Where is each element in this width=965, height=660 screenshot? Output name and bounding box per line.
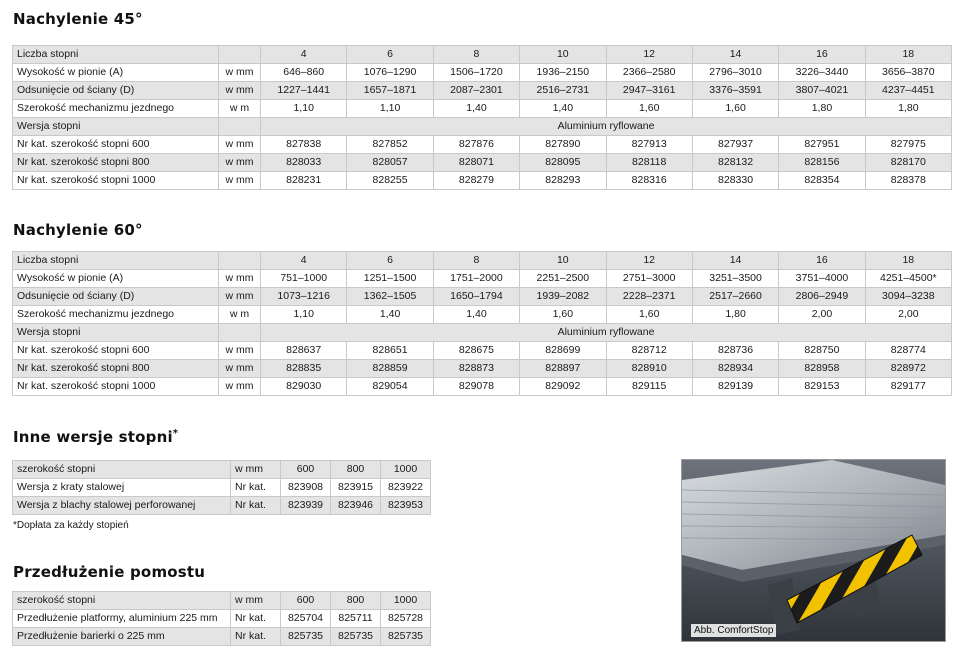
table-cell: 827937 <box>692 136 778 154</box>
row-unit: Nr kat. <box>231 610 281 628</box>
table-cell: 751–1000 <box>261 270 347 288</box>
table-cell: 828934 <box>692 360 778 378</box>
row-unit <box>219 324 261 342</box>
table-cell: 828750 <box>779 342 865 360</box>
table-cell: 1,80 <box>865 100 951 118</box>
table-cell: 16 <box>779 46 865 64</box>
row-label: Nr kat. szerokość stopni 600 <box>13 136 219 154</box>
row-unit: Nr kat. <box>231 497 281 515</box>
row-label: Liczba stopni <box>13 252 219 270</box>
table-row <box>13 100 952 118</box>
table-cell: 828279 <box>433 172 519 190</box>
table-cell: 827890 <box>520 136 606 154</box>
table-cell: 2796–3010 <box>692 64 778 82</box>
row-label: Odsunięcie od ściany (D) <box>13 288 219 306</box>
table-cell: 16 <box>779 252 865 270</box>
row-label: Wersja stopni <box>13 324 219 342</box>
table-cell: 825735 <box>331 628 381 646</box>
table-cell: 4 <box>261 252 347 270</box>
table-cell: 828330 <box>692 172 778 190</box>
table-cell: 828897 <box>520 360 606 378</box>
row-label: Nr kat. szerokość stopni 1000 <box>13 172 219 190</box>
table-cell: 828873 <box>433 360 519 378</box>
spec-table-inne <box>12 460 431 515</box>
table-cell: 2947–3161 <box>606 82 692 100</box>
table-cell: 3751–4000 <box>779 270 865 288</box>
table-row <box>13 628 431 646</box>
row-label: Wersja z kraty stalowej <box>13 479 231 497</box>
table-cell: 4251–4500* <box>865 270 951 288</box>
section-title-inne-mark: * <box>172 428 179 439</box>
table-cell: 600 <box>281 461 331 479</box>
table-cell: 2,00 <box>865 306 951 324</box>
table-cell: 1,60 <box>606 100 692 118</box>
table-cell: 1227–1441 <box>261 82 347 100</box>
table-cell: 1,80 <box>779 100 865 118</box>
table-row <box>13 497 431 515</box>
row-label: Nr kat. szerokość stopni 800 <box>13 154 219 172</box>
table-cell: 828354 <box>779 172 865 190</box>
table-cell: 1000 <box>381 592 431 610</box>
table-row <box>13 479 431 497</box>
row-unit: w m <box>219 100 261 118</box>
comfortstop-illustration <box>682 460 945 641</box>
table-cell: 646–860 <box>261 64 347 82</box>
table-row <box>13 154 952 172</box>
table-cell: 823946 <box>331 497 381 515</box>
table-row <box>13 270 952 288</box>
row-label: Przedłużenie barierki o 225 mm <box>13 628 231 646</box>
table-cell: 2087–2301 <box>433 82 519 100</box>
table-cell: 828958 <box>779 360 865 378</box>
table-cell: 828774 <box>865 342 951 360</box>
row-unit: w mm <box>219 378 261 396</box>
table-cell: 1,40 <box>433 306 519 324</box>
table-cell: 14 <box>692 46 778 64</box>
row-label: Wysokość w pionie (A) <box>13 270 219 288</box>
table-cell: 1,60 <box>692 100 778 118</box>
table-row <box>13 610 431 628</box>
row-unit: Nr kat. <box>231 628 281 646</box>
table-cell: 828859 <box>347 360 433 378</box>
table-cell: 828033 <box>261 154 347 172</box>
row-unit: w mm <box>219 288 261 306</box>
row-label: Przedłużenie platformy, aluminium 225 mm <box>13 610 231 628</box>
table-cell: 829177 <box>865 378 951 396</box>
row-label: Odsunięcie od ściany (D) <box>13 82 219 100</box>
table-cell: 828712 <box>606 342 692 360</box>
row-unit: w mm <box>219 82 261 100</box>
table-cell: 1362–1505 <box>347 288 433 306</box>
table-cell: 823953 <box>381 497 431 515</box>
row-unit: w mm <box>219 342 261 360</box>
table-cell: 1,60 <box>606 306 692 324</box>
table-cell: 1751–2000 <box>433 270 519 288</box>
table-cell: 828293 <box>520 172 606 190</box>
table-cell: 829092 <box>520 378 606 396</box>
table-cell: 828675 <box>433 342 519 360</box>
table-cell: 2251–2500 <box>520 270 606 288</box>
row-label: szerokość stopni <box>13 461 231 479</box>
row-unit: w mm <box>219 136 261 154</box>
table-cell: 2806–2949 <box>779 288 865 306</box>
table-cell: 823915 <box>331 479 381 497</box>
table-cell: 825704 <box>281 610 331 628</box>
table-cell: 828637 <box>261 342 347 360</box>
table-cell: 827876 <box>433 136 519 154</box>
row-label: Nr kat. szerokość stopni 600 <box>13 342 219 360</box>
table-cell: 1251–1500 <box>347 270 433 288</box>
photo-caption: Abb. ComfortStop <box>691 624 776 637</box>
table-cell: 1073–1216 <box>261 288 347 306</box>
table-cell: 8 <box>433 46 519 64</box>
spec-table-45 <box>12 45 952 190</box>
table-cell: 829078 <box>433 378 519 396</box>
row-label: Nr kat. szerokość stopni 800 <box>13 360 219 378</box>
table-cell: 828132 <box>692 154 778 172</box>
section-title-inne-text: Inne wersje stopni <box>13 428 173 446</box>
table-cell: 829153 <box>779 378 865 396</box>
table-cell: 6 <box>347 252 433 270</box>
table-cell: 827838 <box>261 136 347 154</box>
table-cell: 10 <box>520 46 606 64</box>
row-unit: w mm <box>219 154 261 172</box>
footnote: *Dopłata za każdy stopień <box>13 520 129 531</box>
table-cell: 1,80 <box>692 306 778 324</box>
table-cell: 2,00 <box>779 306 865 324</box>
table-cell: 829115 <box>606 378 692 396</box>
table-cell: 829030 <box>261 378 347 396</box>
table-cell: 823908 <box>281 479 331 497</box>
row-span-value: Aluminium ryflowane <box>261 324 952 342</box>
table-row <box>13 252 952 270</box>
table-cell: 18 <box>865 252 951 270</box>
row-label: Szerokość mechanizmu jezdnego <box>13 306 219 324</box>
table-cell: 1,10 <box>261 100 347 118</box>
row-unit: w mm <box>219 360 261 378</box>
table-cell: 825728 <box>381 610 431 628</box>
table-cell: 828835 <box>261 360 347 378</box>
table-cell: 828378 <box>865 172 951 190</box>
row-label: Liczba stopni <box>13 46 219 64</box>
table-cell: 10 <box>520 252 606 270</box>
table-row <box>13 118 952 136</box>
table-row <box>13 461 431 479</box>
table-row <box>13 342 952 360</box>
table-cell: 1000 <box>381 461 431 479</box>
table-cell: 2517–2660 <box>692 288 778 306</box>
table-cell: 1,40 <box>347 306 433 324</box>
table-cell: 1,10 <box>261 306 347 324</box>
table-cell: 828071 <box>433 154 519 172</box>
section-title-inne <box>13 428 178 446</box>
table-cell: 18 <box>865 46 951 64</box>
row-unit <box>219 46 261 64</box>
table-cell: 1,10 <box>347 100 433 118</box>
table-row <box>13 82 952 100</box>
row-label: Wersja stopni <box>13 118 219 136</box>
table-cell: 1076–1290 <box>347 64 433 82</box>
table-row <box>13 172 952 190</box>
table-cell: 828910 <box>606 360 692 378</box>
row-label: Nr kat. szerokość stopni 1000 <box>13 378 219 396</box>
table-cell: 8 <box>433 252 519 270</box>
table-cell: 12 <box>606 46 692 64</box>
table-cell: 828255 <box>347 172 433 190</box>
table-cell: 827852 <box>347 136 433 154</box>
table-cell: 2366–2580 <box>606 64 692 82</box>
table-row <box>13 64 952 82</box>
table-cell: 828651 <box>347 342 433 360</box>
table-cell: 4 <box>261 46 347 64</box>
table-cell: 825735 <box>281 628 331 646</box>
table-cell: 829139 <box>692 378 778 396</box>
row-label: Wysokość w pionie (A) <box>13 64 219 82</box>
table-cell: 1657–1871 <box>347 82 433 100</box>
table-cell: 6 <box>347 46 433 64</box>
row-unit: w m <box>219 306 261 324</box>
section-title-60: Nachylenie 60° <box>13 221 143 239</box>
table-cell: 3807–4021 <box>779 82 865 100</box>
table-cell: 3226–3440 <box>779 64 865 82</box>
row-unit: w mm <box>219 172 261 190</box>
table-cell: 1,40 <box>520 100 606 118</box>
table-cell: 3094–3238 <box>865 288 951 306</box>
table-cell: 825711 <box>331 610 381 628</box>
table-cell: 828736 <box>692 342 778 360</box>
table-cell: 600 <box>281 592 331 610</box>
table-cell: 14 <box>692 252 778 270</box>
table-cell: 828231 <box>261 172 347 190</box>
row-unit: Nr kat. <box>231 479 281 497</box>
row-label: Szerokość mechanizmu jezdnego <box>13 100 219 118</box>
table-row <box>13 592 431 610</box>
table-cell: 1936–2150 <box>520 64 606 82</box>
spec-table-przedl <box>12 591 431 646</box>
table-row <box>13 136 952 154</box>
table-cell: 828057 <box>347 154 433 172</box>
spec-table-60 <box>12 251 952 396</box>
comfortstop-photo <box>681 459 946 642</box>
section-title-45: Nachylenie 45° <box>13 10 143 28</box>
table-cell: 827975 <box>865 136 951 154</box>
table-cell: 3376–3591 <box>692 82 778 100</box>
table-row <box>13 378 952 396</box>
table-cell: 1,60 <box>520 306 606 324</box>
row-unit: w mm <box>231 461 281 479</box>
table-row <box>13 288 952 306</box>
table-row <box>13 46 952 64</box>
table-row <box>13 324 952 342</box>
table-cell: 2228–2371 <box>606 288 692 306</box>
table-cell: 827913 <box>606 136 692 154</box>
row-label: szerokość stopni <box>13 592 231 610</box>
table-cell: 3251–3500 <box>692 270 778 288</box>
section-title-przedl: Przedłużenie pomostu <box>13 563 206 581</box>
table-cell: 800 <box>331 461 381 479</box>
table-cell: 12 <box>606 252 692 270</box>
table-cell: 828095 <box>520 154 606 172</box>
row-unit <box>219 118 261 136</box>
row-unit: w mm <box>219 64 261 82</box>
table-cell: 828699 <box>520 342 606 360</box>
row-span-value: Aluminium ryflowane <box>261 118 952 136</box>
table-row <box>13 360 952 378</box>
table-cell: 828972 <box>865 360 951 378</box>
table-cell: 1506–1720 <box>433 64 519 82</box>
table-cell: 825735 <box>381 628 431 646</box>
table-cell: 828316 <box>606 172 692 190</box>
table-cell: 1939–2082 <box>520 288 606 306</box>
table-cell: 3656–3870 <box>865 64 951 82</box>
table-cell: 823939 <box>281 497 331 515</box>
table-cell: 800 <box>331 592 381 610</box>
table-cell: 2516–2731 <box>520 82 606 100</box>
table-cell: 827951 <box>779 136 865 154</box>
table-cell: 823922 <box>381 479 431 497</box>
row-unit: w mm <box>219 270 261 288</box>
table-cell: 2751–3000 <box>606 270 692 288</box>
table-cell: 828156 <box>779 154 865 172</box>
row-label: Wersja z blachy stalowej perforowanej <box>13 497 231 515</box>
table-cell: 1,40 <box>433 100 519 118</box>
table-row <box>13 306 952 324</box>
table-cell: 4237–4451 <box>865 82 951 100</box>
table-cell: 829054 <box>347 378 433 396</box>
table-cell: 1650–1794 <box>433 288 519 306</box>
row-unit: w mm <box>231 592 281 610</box>
table-cell: 828170 <box>865 154 951 172</box>
row-unit <box>219 252 261 270</box>
table-cell: 828118 <box>606 154 692 172</box>
